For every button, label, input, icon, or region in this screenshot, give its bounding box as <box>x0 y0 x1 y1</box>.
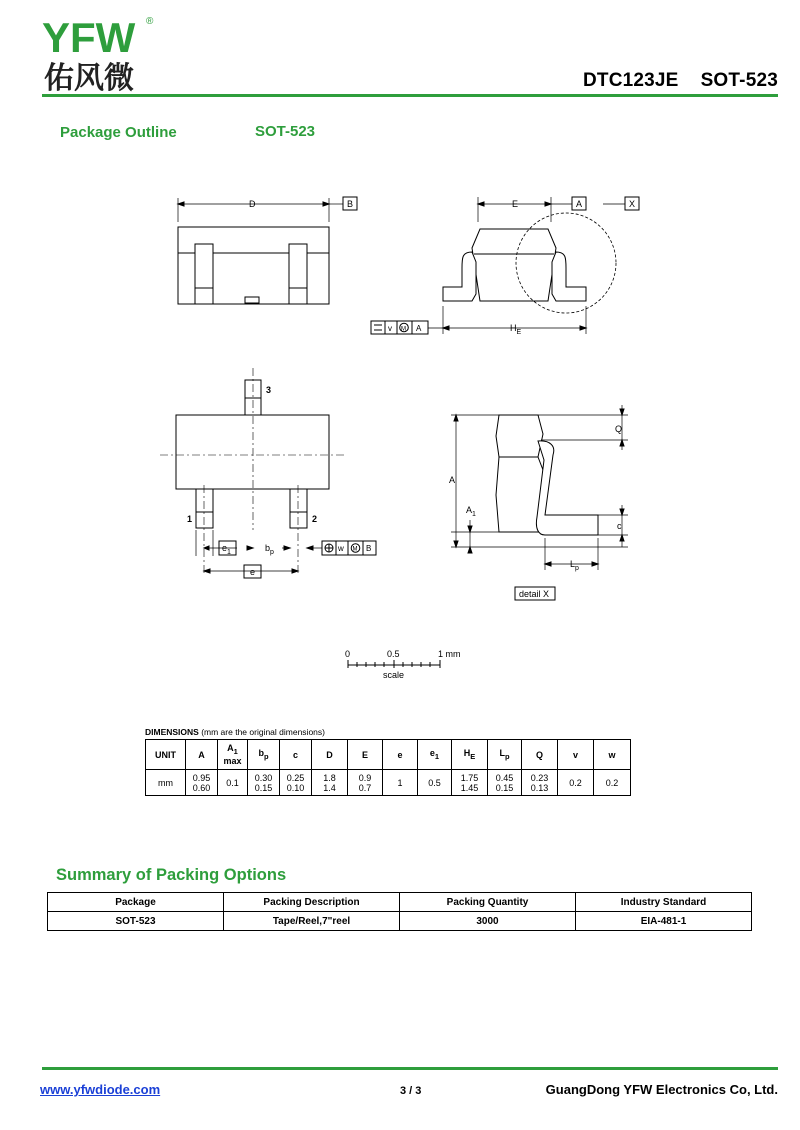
label-bp: $b_p$ <box>265 543 274 556</box>
dim-header: D <box>312 740 348 770</box>
dim-cell: 0.1 <box>218 770 248 796</box>
tol-bot-m: M <box>352 546 358 553</box>
tol-bot-b: B <box>366 544 372 553</box>
side-view <box>371 197 639 334</box>
dim-header: e <box>383 740 418 770</box>
label-a: A <box>449 475 456 485</box>
packing-row <box>48 912 752 931</box>
label-e1: $e_1$ <box>222 543 231 556</box>
dim-header: c <box>280 740 312 770</box>
label-he: $H_E$ <box>510 323 522 336</box>
packing-header-cell: Package <box>48 893 224 912</box>
logo-latin: YFW <box>42 14 136 61</box>
label-d: D <box>249 199 256 209</box>
label-c: c <box>617 521 622 531</box>
packing-header-cell: Packing Description <box>224 893 400 912</box>
packing-cell: SOT-523 <box>48 912 224 931</box>
dim-cell: 0.25 0.10 <box>280 770 312 796</box>
dim-cell: 1.8 1.4 <box>312 770 348 796</box>
dim-cell: 0.2 <box>594 770 631 796</box>
detail-x-view <box>451 405 628 600</box>
dim-header: v <box>558 740 594 770</box>
package-outline-title: Package Outline <box>60 124 177 141</box>
packing-cell: Tape/Reel,7"reel <box>224 912 400 931</box>
packing-cell: 3000 <box>400 912 576 931</box>
dim-header: w <box>594 740 631 770</box>
dim-header: $A_1$ max <box>218 740 248 770</box>
scale-bar <box>348 660 440 668</box>
datum-a: A <box>576 199 583 209</box>
label-e-width: E <box>512 199 519 209</box>
detail-x-label: detail X <box>519 589 550 599</box>
header-package: SOT-523 <box>700 70 778 91</box>
website-link[interactable]: www.yfwdiode.com <box>40 1082 161 1097</box>
dim-cell: 0.30 0.15 <box>248 770 280 796</box>
packing-options-table <box>47 892 752 931</box>
dim-cell: 0.45 0.15 <box>488 770 522 796</box>
label-x: X <box>629 199 636 209</box>
scale-tick-1mm: 1 mm <box>438 649 461 659</box>
scale-tick-0: 0 <box>345 649 351 659</box>
dim-header: $H_E$ <box>452 740 488 770</box>
tol-bot-w: w <box>338 544 344 553</box>
dim-header: A <box>186 740 218 770</box>
part-number: DTC123JE <box>582 70 679 91</box>
dim-cell: 0.5 <box>418 770 452 796</box>
tol-top-a: A <box>416 324 422 333</box>
tol-top-v: v <box>388 324 392 333</box>
dim-cell: 0.2 <box>558 770 594 796</box>
packing-options-title: Summary of Packing Options <box>56 866 287 884</box>
label-q: Q <box>615 424 623 434</box>
dimensions-table <box>145 739 631 796</box>
pin-1-label: 1 <box>187 514 193 524</box>
dim-header: UNIT <box>146 740 186 770</box>
label-lp: $L_p$ <box>570 559 579 572</box>
label-e-pitch: e <box>250 567 256 577</box>
packing-header-cell: Packing Quantity <box>400 893 576 912</box>
footer-rule <box>42 1067 778 1070</box>
pin-3-label: 3 <box>266 385 272 395</box>
top-view <box>178 197 357 304</box>
package-outline-name: SOT-523 <box>255 123 316 140</box>
dim-header: $L_p$ <box>488 740 522 770</box>
label-a1: $A_1$ <box>466 505 476 518</box>
registered-mark: ® <box>146 16 154 27</box>
dim-header: Q <box>522 740 558 770</box>
datum-b-top: B <box>347 199 354 209</box>
dimensions-header-row <box>146 740 631 770</box>
page-number: 3 / 3 <box>400 1085 422 1097</box>
packing-cell: EIA-481-1 <box>576 912 752 931</box>
dim-header: $b_p$ <box>248 740 280 770</box>
dim-cell: 1.75 1.45 <box>452 770 488 796</box>
pin-2-label: 2 <box>312 514 318 524</box>
dim-header: $e_1$ <box>418 740 452 770</box>
packing-header-row <box>48 893 752 912</box>
dim-header: E <box>348 740 383 770</box>
tol-top-m: M <box>401 326 406 333</box>
dimensions-caption: DIMENSIONS (mm are the original dimensions) <box>145 727 325 737</box>
scale-label: scale <box>383 670 405 680</box>
dimensions-value-row <box>146 770 631 796</box>
dim-cell: 1 <box>383 770 418 796</box>
dim-cell: 0.23 0.13 <box>522 770 558 796</box>
logo-chinese: 佑风微 <box>44 62 134 94</box>
scale-tick-half: 0.5 <box>387 649 400 659</box>
packing-header-cell: Industry Standard <box>576 893 752 912</box>
company-name: GuangDong YFW Electronics Co, Ltd. <box>545 1082 778 1097</box>
dim-cell: 0.95 0.60 <box>186 770 218 796</box>
dim-cell: 0.9 0.7 <box>348 770 383 796</box>
dim-cell: mm <box>146 770 186 796</box>
